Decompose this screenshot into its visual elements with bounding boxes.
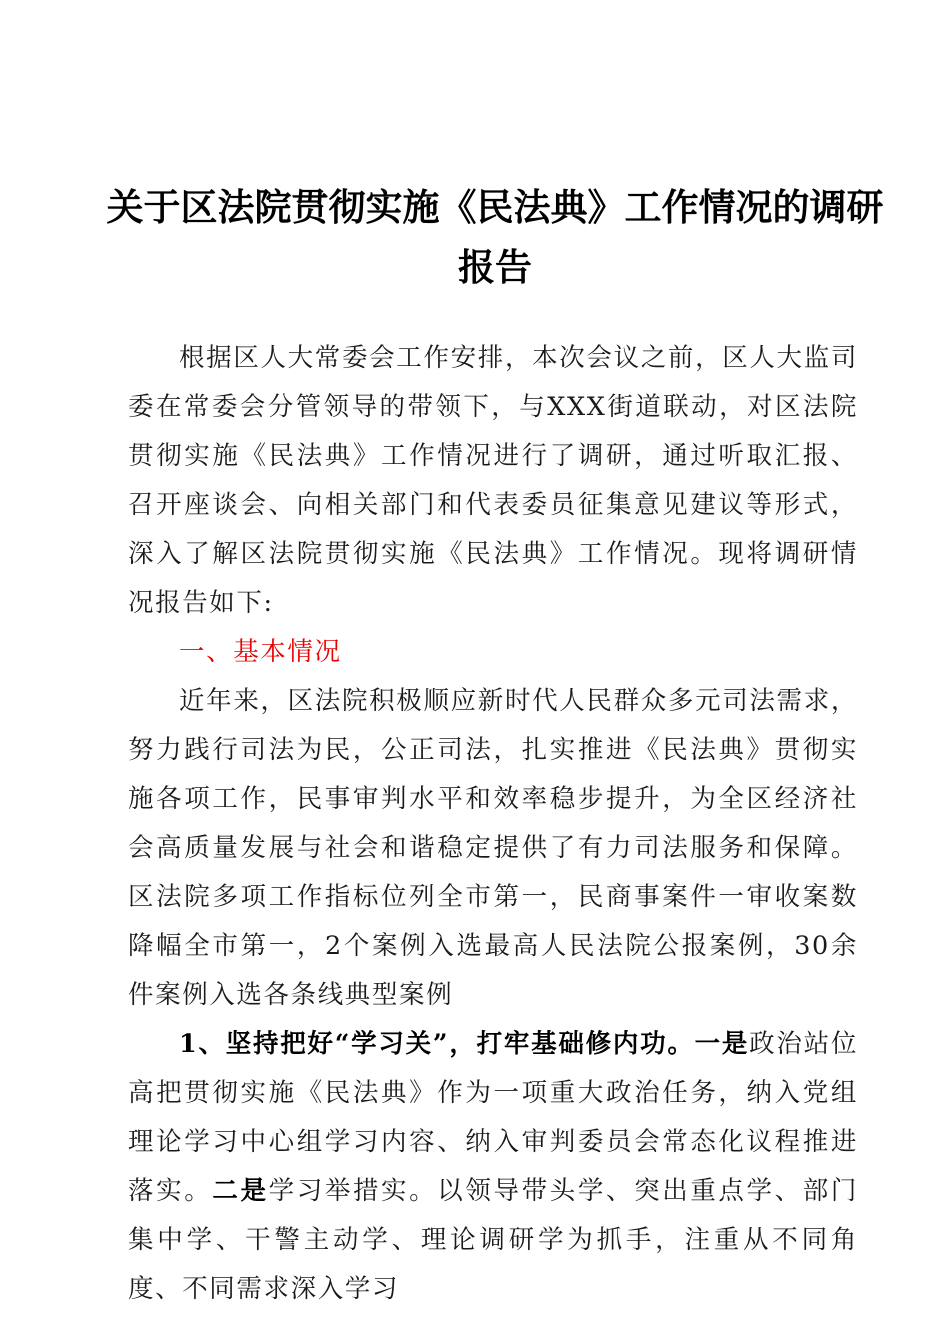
item1-first-text: 政治站位高把贯彻实施《民法典》作为一项重大政治任务，纳入党组理论学习中心组学习内容、纳入审判委员会常态化议程推进落实。 — [128, 1029, 858, 1206]
item1-second-label: 二是 — [212, 1176, 269, 1206]
item1-heading: 1、坚持把好“学习关”，打牢基础修内功。 — [179, 1029, 695, 1059]
intro-paragraph: 根据区人大常委会工作安排，本次会议之前，区人大监司委在常委会分管领导的带领下，与XXX街道联动，对区法院贯彻实施《民法典》工作情况进行了调研，通过听取汇报、召开座谈会、向相关部门和代表委员征集意见建议等形式，深入了解区法院贯彻实施《民法典》工作情况。现将调研情况报告如下: — [128, 343, 858, 618]
item1-second-text: 学习举措实。以领导带头学、突出重点学、部门集中学、干警主动学、理论调研学为抓手，注重从不同角度、不同需求深入学习 — [128, 1176, 858, 1304]
section1-paragraph: 近年来，区法院积极顺应新时代人民群众多元司法需求，努力践行司法为民，公正司法，扎实推进《民法典》贯彻实施各项工作，民事审判水平和效率稳步提升，为全区经济社会高质量发展与社会和谐稳定提供了有力司法服务和保障。区法院多项工作指标位列全市第一，民商事案件一审收案数降幅全市第一，2个案例入选最高人民法院公报案例，30余件案例入选各条线典型案例 — [128, 686, 858, 1010]
item1-paragraph — [128, 1020, 858, 1314]
document-body — [128, 334, 858, 1314]
document-title — [100, 178, 890, 298]
title-line-2: 报告 — [458, 246, 532, 289]
section-heading-basic: 一、基本情况 — [179, 637, 342, 667]
item1-first-label: 一是 — [694, 1029, 750, 1059]
title-line-1: 关于区法院贯彻实施《民法典》工作情况的调研 — [106, 186, 884, 229]
